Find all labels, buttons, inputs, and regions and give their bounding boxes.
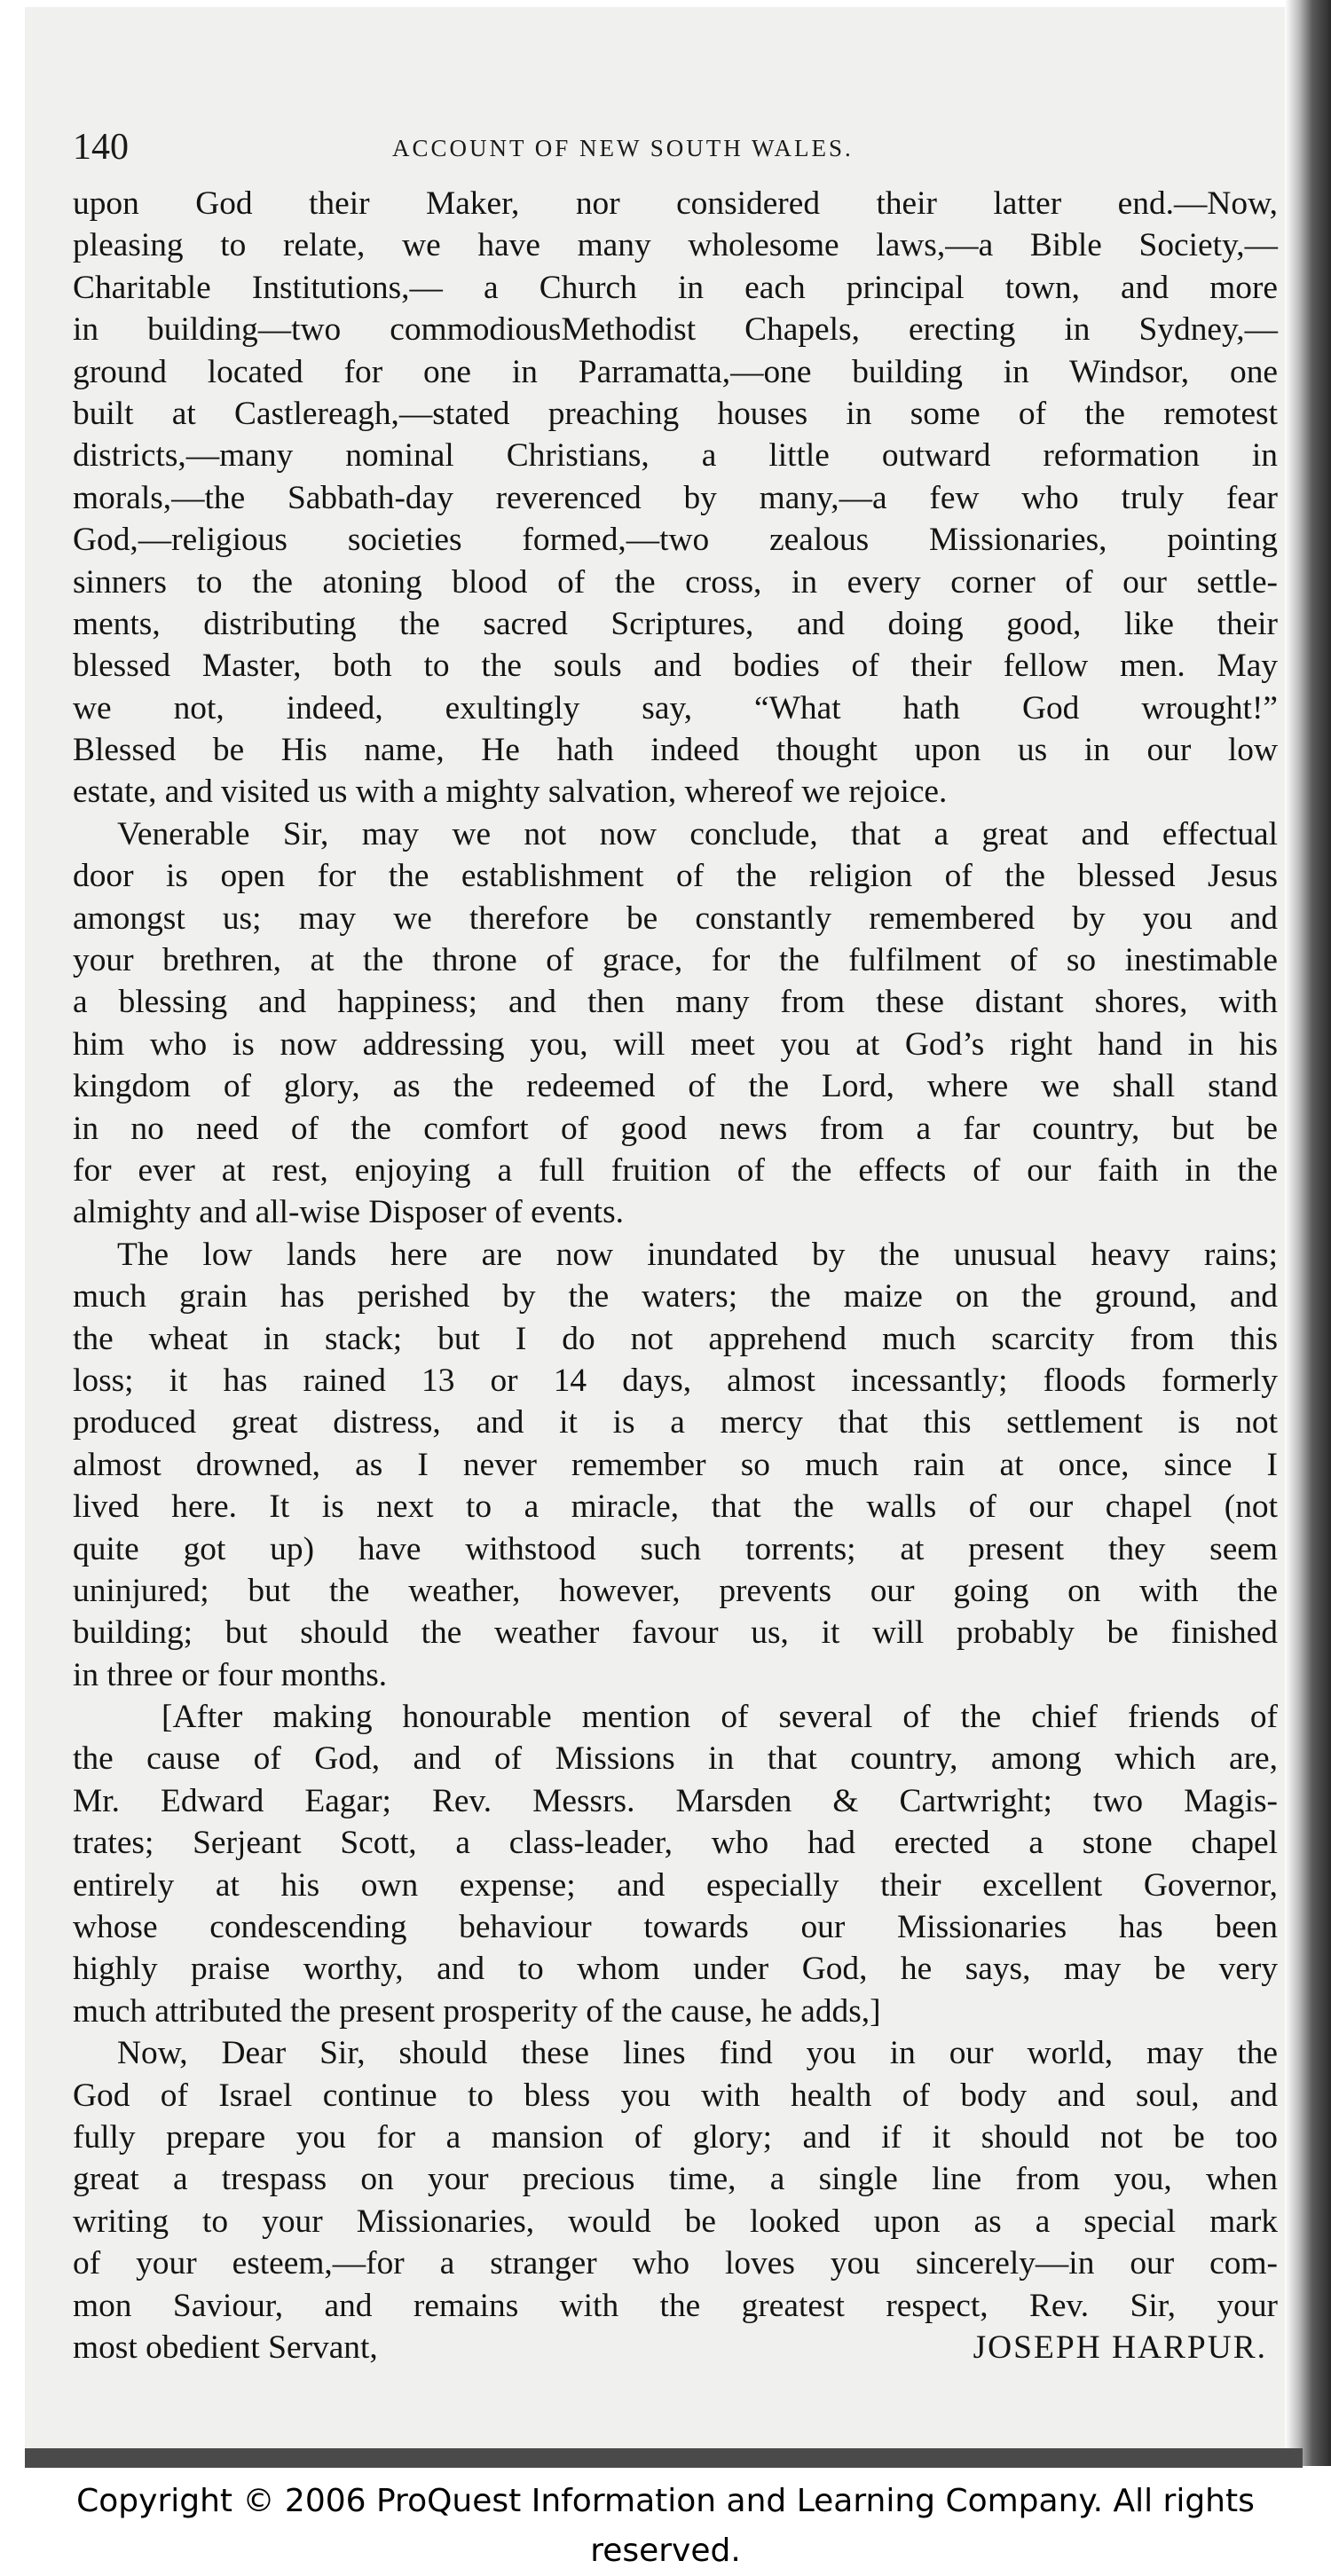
text-line: districts,—many nominal Christians, a little outward reformation in (73, 437, 1278, 475)
text-line: Venerable Sir, may we not now conclude, that a great and effectual (117, 815, 1278, 852)
page-binding-shadow (1285, 0, 1331, 2466)
page-header (73, 126, 1276, 172)
text-line: kingdom of glory, as the redeemed of the Lord, where we shall stand (73, 1068, 1278, 1105)
text-line: your brethren, at the throne of grace, for the fulfilment of so inestimable (73, 942, 1278, 979)
text-line: in building—two commodiousMethodist Chapels, erecting in Sydney,— (73, 311, 1278, 349)
text-line: pleasing to relate, we have many wholesome laws,—a Bible Society,— (73, 227, 1278, 264)
text-line: loss; it has rained 13 or 14 days, almost incessantly; floods formerly (73, 1362, 1278, 1399)
text-line: lived here. It is next to a miracle, that the walls of our chapel (not (73, 1488, 1278, 1526)
text-line: of your esteem,—for a stranger who loves you sincerely—in our com- (73, 2245, 1278, 2282)
text-line: a blessing and happiness; and then many from these distant shores, with (73, 984, 1278, 1021)
text-line: entirely at his own expense; and especially their excellent Governor, (73, 1866, 1278, 1904)
text-line: ments, distributing the sacred Scriptures, and doing good, like their (73, 605, 1278, 642)
text-line: uninjured; but the weather, however, prevents our going on with the (73, 1572, 1278, 1609)
text-line: highly praise worthy, and to whom under God, he says, may be very (73, 1951, 1278, 1988)
text-line: built at Castlereagh,—stated preaching houses in some of the remotest (73, 395, 1278, 432)
text-line: almighty and all-wise Disposer of events. (73, 1194, 624, 1231)
text-line: great a trespass on your precious time, a single line from you, when (73, 2161, 1278, 2198)
page-number: 140 (73, 127, 129, 168)
text-line: much grain has perished by the waters; the maize on the ground, and (73, 1278, 1278, 1315)
text-line: sinners to the atoning blood of the cross, in every corner of our settle- (73, 563, 1278, 601)
text-line: building; but should the weather favour us, it will probably be finished (73, 1614, 1278, 1652)
text-line: Charitable Institutions,— a Church in each principal town, and more (73, 269, 1278, 306)
text-line: The low lands here are now inundated by the unusual heavy rains; (117, 1236, 1278, 1273)
text-line: him who is now addressing you, will meet you at God’s right hand in his (73, 1025, 1278, 1063)
text-line: quite got up) have withstood such torrents; at present they seem (73, 1530, 1278, 1567)
text-line: the cause of God, and of Missions in that country, among which are, (73, 1740, 1278, 1778)
text-line: ground located for one in Parramatta,—one building in Windsor, one (73, 353, 1278, 390)
text-line: in three or four months. (73, 1656, 388, 1693)
text-line: we not, indeed, exultingly say, “What hath God wrought!” (73, 689, 1278, 726)
running-head: ACCOUNT OF NEW SOUTH WALES. (392, 135, 854, 161)
text-line: Now, Dear Sir, should these lines find you in our world, may the (117, 2035, 1278, 2072)
text-line: Mr. Edward Eagar; Rev. Messrs. Marsden & Cartwright; two Magis- (73, 1782, 1278, 1819)
text-line: most obedient Servant, (73, 2329, 378, 2366)
text-line: amongst us; may we therefore be constantly remembered by you and (73, 899, 1278, 937)
text-line: produced great distress, and it is a mercy that this settlement is not (73, 1404, 1278, 1441)
text-line: God,—religious societies formed,—two zealous Missionaries, pointing (73, 522, 1278, 559)
text-line: the wheat in stack; but I do not apprehend much scarcity from this (73, 1320, 1278, 1357)
closing-line (73, 2327, 1278, 2368)
text-line: much attributed the present prosperity of the cause, he adds,] (73, 1992, 881, 2030)
text-line: Blessed be His name, He hath indeed thought upon us in our low (73, 732, 1278, 769)
page-bottom-edge (25, 2448, 1303, 2468)
text-line: almost drowned, as I never remember so much rain at once, since I (73, 1446, 1278, 1483)
text-line: fully prepare you for a mansion of glory; and if it should not be too (73, 2118, 1278, 2156)
text-line: mon Saviour, and remains with the greatest respect, Rev. Sir, your (73, 2287, 1278, 2324)
text-line: whose condescending behaviour towards our Missionaries has been (73, 1909, 1278, 1946)
text-line: in no need of the comfort of good news from a far country, but be (73, 1110, 1278, 1147)
text-line: door is open for the establishment of the religion of the blessed Jesus (73, 858, 1278, 895)
text-line: trates; Serjeant Scott, a class-leader, who had erected a stone chapel (73, 1825, 1278, 1862)
text-line: upon God their Maker, nor considered their latter end.—Now, (73, 185, 1278, 222)
text-line: blessed Master, both to the souls and bodies of their fellow men. May (73, 648, 1278, 685)
text-line: God of Israel continue to bless you with health of body and soul, and (73, 2077, 1278, 2114)
signature: JOSEPH HARPUR. (973, 2329, 1267, 2366)
text-line: morals,—the Sabbath-day reverenced by many,—a few who truly fear (73, 479, 1278, 516)
copyright-notice: Copyright © 2006 ProQuest Information and Learning Company. All rights reserved. (76, 2483, 1255, 2569)
body-text (73, 183, 1278, 2368)
text-line: writing to your Missionaries, would be looked upon as a special mark (73, 2203, 1278, 2240)
text-line: estate, and visited us with a mighty salvation, whereof we rejoice. (73, 774, 948, 811)
text-line: for ever at rest, enjoying a full fruition of the effects of our faith in the (73, 1151, 1278, 1189)
text-line: [After making honourable mention of several of the chief friends of (161, 1699, 1278, 1736)
